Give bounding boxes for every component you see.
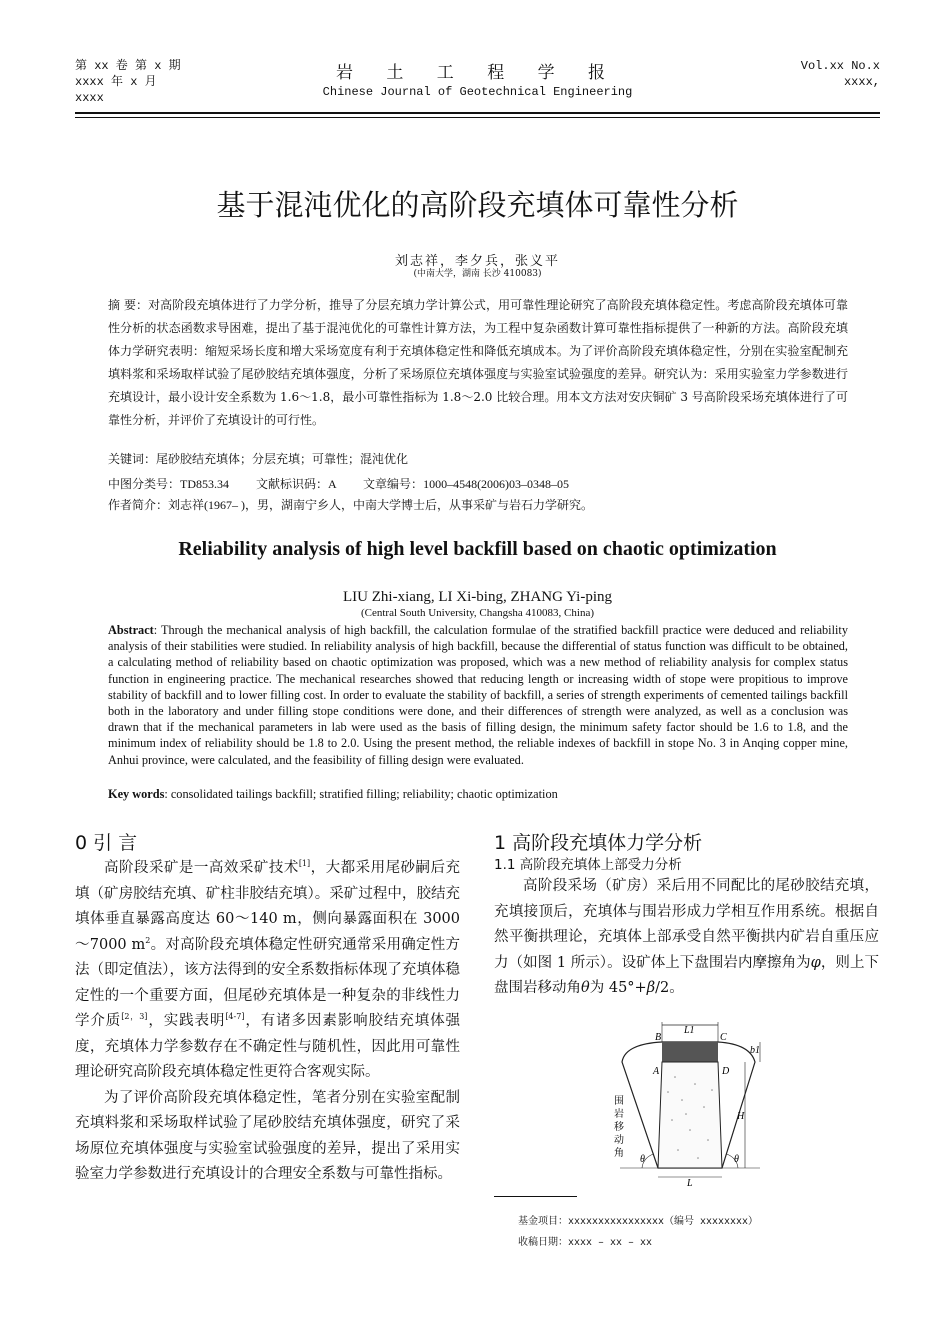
- section-1-heading: 1 高阶段充填体力学分析: [494, 832, 703, 854]
- keywords-en-text: : consolidated tailings backfill; stratified filling; reliability; chaotic optimization: [164, 787, 558, 801]
- backfill-body: [658, 1062, 722, 1168]
- footnote-rule: [494, 1196, 577, 1197]
- running-header: [75, 58, 880, 120]
- label-H: H: [737, 1111, 745, 1122]
- label-theta-left: θ: [640, 1154, 645, 1165]
- header-rule-thick: [75, 112, 880, 114]
- text-run: /2。: [655, 980, 684, 996]
- phi-symbol: φ: [810, 954, 821, 971]
- abstract-cn: [108, 294, 848, 432]
- doc-code-value: A: [328, 477, 337, 491]
- journal-name-en: Chinese Journal of Geotechnical Engineering: [322, 85, 633, 99]
- funding-label: 基金项目：: [518, 1216, 568, 1227]
- author-bio-label: 作者简介：: [108, 498, 169, 512]
- affiliation: (中南大学，湖南 长沙 410083): [413, 269, 542, 279]
- volume-issue: 第 xx 卷 第 x 期: [75, 59, 181, 73]
- received-label: 收稿日期：: [518, 1237, 568, 1248]
- section-0-heading: 0 引 言: [75, 832, 138, 854]
- clc-label: 中图分类号：: [108, 477, 181, 491]
- label-A: A: [653, 1066, 660, 1077]
- classification-line: [108, 475, 848, 492]
- label-B: B: [655, 1032, 662, 1043]
- footnote-received-date: [518, 1233, 652, 1249]
- text-run: 为 45°+: [589, 980, 647, 996]
- label-D: D: [722, 1066, 730, 1077]
- side-char-1: 围: [614, 1096, 624, 1107]
- vol-no: Vol.xx No.x: [800, 59, 880, 73]
- citation-2-3: [2，3]: [121, 1012, 148, 1022]
- abstract-en-label: Abstract: [108, 623, 154, 637]
- label-b1: b1: [750, 1045, 760, 1056]
- keywords-cn-text: 尾砂胶结充填体；分层充填；可靠性；混沌优化: [156, 452, 409, 466]
- paper-title-en: Reliability analysis of high level backfill based on chaotic optimization: [178, 538, 777, 560]
- side-char-4: 动: [614, 1135, 624, 1146]
- citation-1: [1]: [298, 859, 311, 869]
- side-label-rock-angle: [614, 1095, 624, 1159]
- citation-4-7: [4-7]: [225, 1012, 245, 1022]
- clc-value: TD853.34: [180, 477, 230, 491]
- abstract-en: [108, 622, 848, 768]
- section-0-paragraph-2: 为了评价高阶段充填体稳定性，笔者分别在实验室配制充填料浆和采场取样试验了尾砂胶结充填体强度，研究了采场原位充填体强度与实验室试验强度的差异，提出了采用实验室力学参数进行充填设计的合理安全系数与可靠性指标。: [75, 1089, 460, 1182]
- text-run: ，实践表明: [147, 1013, 226, 1029]
- keywords-en-label: Key words: [108, 787, 165, 801]
- side-char-2: 岩: [614, 1109, 624, 1120]
- keywords-en: [108, 787, 848, 802]
- text-run: ，大都采用尾砂嗣后充填（矿房胶结充填、矿柱非胶结充填）。采矿过程中，胶结充填体垂直暴露高度达 60～140 m，侧向暴露面积在 3000～7000 m: [75, 860, 461, 953]
- volume-info-en: [750, 58, 880, 90]
- side-char-5: 角: [614, 1148, 624, 1159]
- abstract-cn-label: 摘 要：: [108, 298, 149, 312]
- year-month: xxxx 年 x 月: [75, 75, 157, 89]
- natural-arch-zone: [662, 1042, 718, 1062]
- author-list-en: LIU Zhi-xiang, LI Xi-bing, ZHANG Yi-ping: [343, 589, 612, 605]
- label-L1: L1: [684, 1025, 695, 1036]
- year-en: xxxx,: [843, 75, 880, 89]
- label-C: C: [720, 1032, 727, 1043]
- doc-code-label: 文献标识码：: [256, 477, 329, 491]
- author-bio: [108, 496, 848, 513]
- superscript-2: 2: [145, 935, 151, 945]
- body-column-left: [75, 830, 460, 1188]
- side-char-3: 移: [614, 1122, 624, 1133]
- text-run: ，则上下盘围岩移动角: [494, 954, 879, 996]
- text-run: 。对高阶段充填体稳定性研究通常采用确定性方法（即定值法），该方法得到的安全系数指标体现了充填体稳定性的一个重要方面，但尾砂充填体是一种复杂的非线性力学介质: [75, 936, 461, 1029]
- article-no-label: 文章编号：: [363, 477, 424, 491]
- label-theta-right: θ: [734, 1154, 739, 1165]
- beta-symbol: β: [646, 980, 656, 996]
- text-run: 高阶段采矿是一高效采矿技术: [104, 860, 299, 876]
- article-no-value: 1000–4548(2006)03–0348–05: [423, 477, 570, 491]
- received-value: xxxx – xx – xx: [568, 1238, 653, 1249]
- body-column-right: [494, 830, 879, 1002]
- author-bio-text: 刘志祥(1967– )，男，湖南宁乡人，中南大学博士后，从事采矿与岩石力学研究。: [168, 498, 594, 512]
- abstract-en-text: : Through the mechanical analysis of high backfill, the calculation formulae of the stratified backfill practice were deduced and reliability analysis of their stabilities were studied. In reliability analysis of high backfill, because the differential of status function was difficult to be obtained, a calculating method of reliability based on chaotic optimization was proposed, which was a new method of reliability analysis for complex status function in engineering practice. The mechanical researches showed that reducing length or increasing width of stope were propitious to improve stability of backfill and to lower filling cost. In order to evaluate the stability of backfill, a series of strength experiments of cemented tailings backfill both in the laboratory and under filling stope conditions were done, and their differences of strength were analyzed, as well as a conclusion was drawn that if the mechanical parameters in lab were used as the basis of filling design, the minimum safety factor should be 1.6 to 1.8, and the minimum index of reliability should be 1.8 to 2.0. Using the present method, the reliable indexes of backfill in stope No. 3 in Anqing copper mine, Anhui province, were calculated, and the feasibility of filling design were evaluated.: [108, 623, 848, 767]
- funding-value: xxxxxxxxxxxxxxxx（编号 xxxxxxxx）: [568, 1217, 759, 1228]
- journal-name-cn: 岩 土 工 程 学 报: [335, 63, 620, 83]
- affiliation-en: (Central South University, Changsha 410083, China): [360, 607, 594, 619]
- theta-symbol: θ: [581, 980, 590, 996]
- keywords-cn-label: 关键词：: [108, 452, 157, 466]
- label-L: L: [687, 1178, 693, 1188]
- footnote-funding: [518, 1212, 758, 1228]
- year-continued: xxxx: [75, 91, 104, 105]
- author-list: 刘志祥，李夕兵，张义平: [394, 254, 560, 269]
- figure-1-backfill-diagram: [600, 1022, 780, 1188]
- abstract-cn-text: 对高阶段充填体进行了力学分析，推导了分层充填力学计算公式，用可靠性理论研究了高阶段充填体稳定性。考虑高阶段充填体可靠性分析的状态函数求导困难，提出了基于混沌优化的可靠性计算方法，为工程中复杂函数计算可靠性指标提供了一种新的方法。高阶段充填体力学研究表明：缩短采场长度和增大采场宽度有利于充填体稳定性和降低充填成本。为了评价高阶段充填体稳定性，分别在实验室配制充填料浆和采场取样试验了尾砂胶结充填体强度，分析了采场原位充填体强度与实验室试验强度的差异。研究认为：采用实验室力学参数进行充填设计，最小设计安全系数为 1.6～1.8，最小可靠性指标为 1.8～2.0 比较合理。用本文方法对安庆铜矿 3 号高阶段采场充填体进行了可靠性分析，并评价了充填设计的可行性。: [108, 298, 848, 427]
- header-rule-thin: [75, 117, 880, 118]
- text-run: 高阶段采场（矿房）采后用不同配比的尾砂胶结充填，充填接顶后，充填体与围岩形成力学相互作用系统。根据自然平衡拱理论，充填体上部承受自然平衡拱内矿岩自重压应力（如图 1 所示）。设矿体上下盘围岩内摩擦角为: [494, 878, 879, 971]
- keywords-cn: [108, 450, 848, 467]
- section-0-paragraph-1: [75, 856, 460, 1086]
- section-1-paragraph-1: [494, 874, 879, 1002]
- paper-title: 基于混沌优化的高阶段充填体可靠性分析: [216, 188, 739, 222]
- text-run: ，有诸多因素影响胶结充填体强度，充填体力学参数存在不确定性与随机性，因此用可靠性理论研究高阶段充填体稳定性更符合客观实际。: [75, 1013, 461, 1080]
- section-1-1-heading: 1.1 高阶段充填体上部受力分析: [494, 857, 682, 873]
